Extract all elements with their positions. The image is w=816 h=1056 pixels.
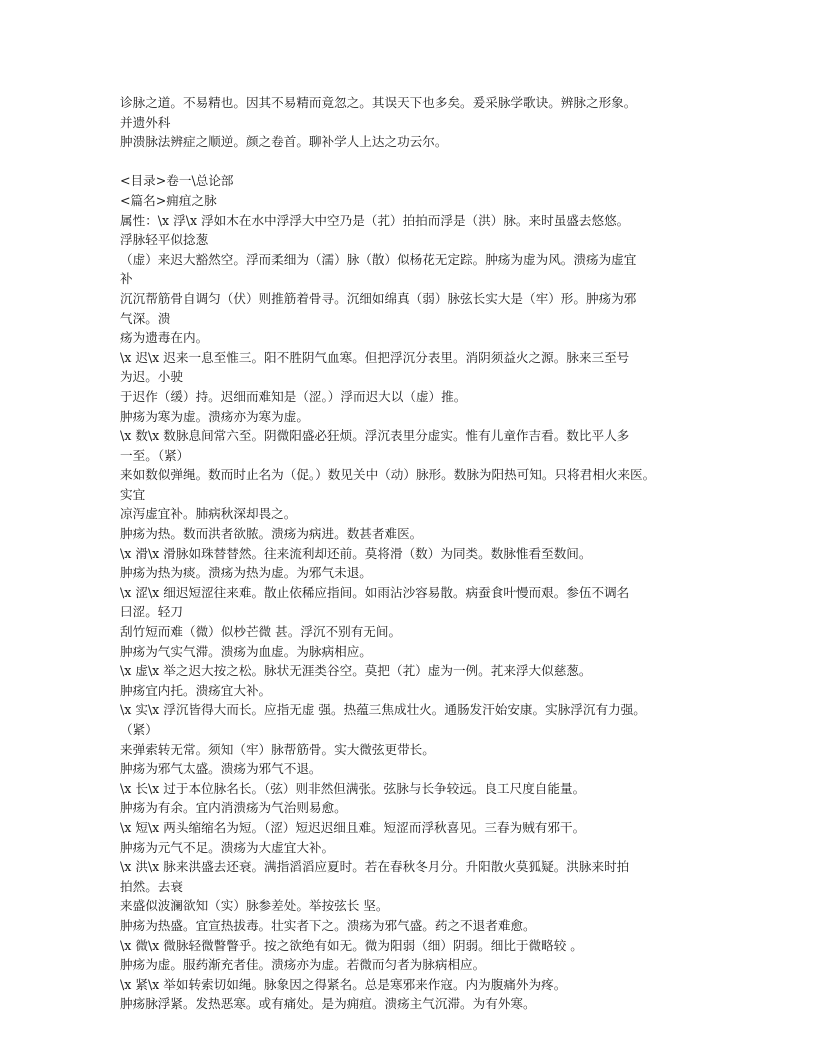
text-line: \x 长\x 过于本位脉名长。（弦）则非然但满张。弦脉与长争较远。良工尺度自能量。 [120, 780, 586, 796]
text-line: （虚）来迟大豁然空。浮而柔细为（濡）脉（散）似杨花无定踪。肿疡为虚为风。溃疡为虚宜 [120, 251, 637, 267]
text-line: 肿疡脉浮紧。发热恶寒。或有痛处。是为痈疽。溃疡主气沉滞。为有外寒。 [120, 996, 536, 1012]
text-line: 来弹索转无常。须知（牢）脉帮筋骨。实大微弦更带长。 [120, 741, 435, 757]
text-line: 曰涩。轻刀 [120, 604, 183, 620]
text-line: 并遗外科 [120, 114, 171, 130]
text-line: 肿疡为有余。宜内消溃疡为气治则易愈。 [120, 800, 347, 816]
text-line: \x 涩\x 细迟短涩往来难。散止依稀应指间。如雨沾沙容易散。病蚕食叶慢而艰。参伍不调名 [120, 584, 630, 600]
text-line: 肿疡为元气不足。溃疡为大虚宜大补。 [120, 839, 335, 855]
text-line: 补 [120, 271, 133, 287]
text-line: 肿疡为热。数而洪者欲脓。溃疡为病进。数甚者难医。 [120, 526, 423, 542]
text-line: 肿溃脉法辨症之顺逆。颜之卷首。聊补学人上达之功云尔。 [120, 134, 448, 150]
text-line: 凉泻虚宜补。肺病秋深却畏之。 [120, 506, 297, 522]
text-line: 实宜 [120, 486, 146, 502]
text-line: \x 滑\x 滑脉如珠替替然。往来流利却还前。莫将滑（数）为同类。数脉惟看至数间。 [120, 545, 592, 561]
text-line: 为迟。小驶 [120, 369, 183, 385]
text-line: \x 虚\x 举之迟大按之松。脉状无涯类谷空。莫把（芤）虚为一例。芤来浮大似慈葱。 [120, 663, 592, 679]
text-line: \x 洪\x 脉来洪盛去还衰。满指滔滔应夏时。若在春秋冬月分。升阳散火莫狐疑。洪脉来时拍 [120, 859, 630, 875]
text-line: 来如数似弹绳。数而时止名为（促。）数见关中（动）脉形。数脉为阳热可知。只将君相火来医。 [120, 467, 656, 483]
text-line: 属性：\x 浮\x 浮如木在水中浮浮大中空乃是（芤）拍拍而浮是（洪）脉。来时虽盛去悠悠。 [120, 212, 630, 228]
text-line: 气深。溃 [120, 310, 171, 326]
text-line: 肿疡为热为痰。溃疡为热为虚。为邪气未退。 [120, 565, 372, 581]
text-line: 肿疡为气实气滞。溃疡为血虚。为脉病相应。 [120, 643, 372, 659]
text-line: \x 数\x 数脉息间常六至。阴微阳盛必狂烦。浮沉表里分虚实。惟有儿童作吉看。数比平人多 [120, 428, 630, 444]
text-line: 肿疡为虚。服药渐充者佳。溃疡亦为虚。若微而匀者为脉病相应。 [120, 957, 486, 973]
text-line: 沉沉帮筋骨自调匀（伏）则推筋着骨寻。沉细如绵真（弱）脉弦长实大是（牢）形。肿疡为邪 [120, 290, 637, 306]
document-page [120, 93, 698, 1014]
text-line: \x 微\x 微脉轻微瞥瞥乎。按之欲绝有如无。微为阳弱（细）阴弱。细比于微略较 。 [120, 937, 583, 953]
text-line: 浮脉轻平似捻葱 [120, 232, 209, 248]
text-line: 肿疡为寒为虚。溃疡亦为寒为虚。 [120, 408, 309, 424]
text-line: （紧） [120, 722, 158, 737]
text-line: 拍然。去衰 [120, 878, 183, 894]
text-line: \x 实\x 浮沉皆得大而长。应指无虚 强。热蕴三焦成壮火。通肠发汗始安康。实脉浮沉有力强。 [120, 702, 646, 718]
blank-line [120, 152, 698, 172]
text-line: <篇名>痈疽之脉 [120, 192, 217, 208]
text-line: 诊脉之道。不易精也。因其不易精而竟忽之。其误天下也多矣。爰采脉学歌诀。辨脉之形象。 [120, 95, 637, 110]
text-line: 疡为遗毒在内。 [120, 330, 209, 346]
text-line: 来盛似波澜欲知（实）脉参差处。举按弦长 坚。 [120, 898, 389, 914]
text-line: \x 紧\x 举如转索切如绳。脉象因之得紧名。总是寒邪来作寇。内为腹痛外为疼。 [120, 976, 567, 992]
text-line: 刮竹短而难（微）似杪芒微 甚。浮沉不别有无间。 [120, 624, 402, 640]
text-line: 于迟作（缓）持。迟细而难知是（涩。）浮而迟大以（虚）推。 [120, 388, 467, 404]
body-text [120, 171, 698, 1014]
text-line: \x 短\x 两头缩缩名为短。（涩）短迟迟细且难。短涩而浮秋喜见。三春为贼有邪干。 [120, 819, 586, 835]
text-line: 肿疡宜内托。溃疡宜大补。 [120, 682, 272, 698]
text-line: <目录>卷一\总论部 [120, 173, 234, 189]
text-line: 肿疡为热盛。宜宣热拔毒。壮实者下之。溃疡为邪气盛。药之不退者难愈。 [120, 917, 536, 933]
text-line: \x 迟\x 迟来一息至惟三。阳不胜阴气血寒。但把浮沉分表里。消阴须益火之源。脉来三至号 [120, 349, 630, 365]
text-line: 一至。（紧） [120, 447, 190, 463]
intro-paragraph [120, 93, 698, 152]
text-line: 肿疡为邪气太盛。溃疡为邪气不退。 [120, 761, 322, 777]
